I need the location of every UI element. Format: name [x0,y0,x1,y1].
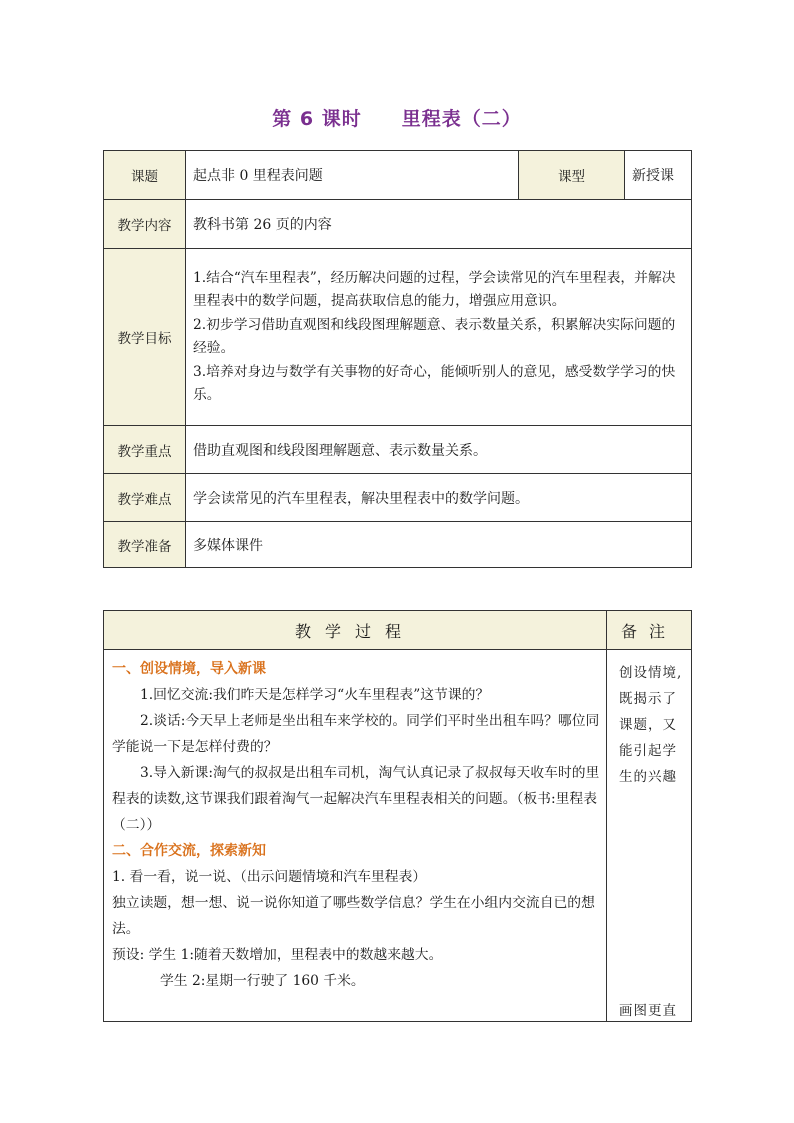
process-content [104,650,607,1022]
objective-item: 2.初步学习借助直观图和线段图理解题意、表示数量关系，积累解决实际问题的经验。 [193,316,676,356]
topic-value: 起点非 0 里程表问题 [186,151,519,200]
process-header: 教学过程 [104,611,607,650]
process-body-row [104,650,692,1022]
objective-item: 3.培养对身边与数学有关事物的好奇心，能倾听别人的意见，感受数学学习的快乐。 [193,363,676,403]
preparation-value: 多媒体课件 [186,522,692,568]
note-line: 能引起学 [619,743,677,759]
objectives-list [186,249,692,426]
paragraph: 预设: 学生 1:随着天数增加，里程表中的数越来越大。 [112,947,443,963]
note-bottom-line: 画图更直 [619,1003,677,1019]
lesson-info-table [103,150,692,568]
row-content [104,200,692,249]
teaching-process-table [103,610,692,1022]
key-point-value: 借助直观图和线段图理解题意、表示数量关系。 [186,426,692,474]
note-line: 生的兴趣 [619,769,677,785]
paragraph: 1.回忆交流:我们昨天是怎样学习“火车里程表”这节课的？ [140,687,490,703]
section-title: 二、合作交流，探索新知 [112,843,266,859]
notes-column [607,650,692,1022]
paragraph: 1. 看一看，说一说、（出示问题情境和汽车里程表） [112,869,427,885]
row-key-point [104,426,692,474]
paragraph: 学生 2:星期一行驶了 160 千米。 [160,973,365,989]
key-point-label: 教学重点 [104,426,186,474]
note-line: 创设情境, [619,665,683,681]
note-line: 既揭示了 [619,691,677,707]
page-title [0,104,794,131]
paragraph: 独立读题，想一想、说一说你知道了哪些数学信息？学生在小组内交流自已的想法。 [112,895,595,937]
paragraph: 2.谈话:今天早上老师是坐出租车来学校的。同学们平时坐出租车吗？哪位同学能说一下是怎样付费的？ [112,713,600,755]
content-label: 教学内容 [104,200,186,249]
paragraph: 3.导入新课:淘气的叔叔是出租车司机，淘气认真记录了叔叔每天收车时的里程表的读数,这节课我们跟着淘气一起解决汽车里程表相关的问题。（板书:里程表（二）） [112,765,600,833]
topic-label: 课题 [104,151,186,200]
content-value: 教科书第 26 页的内容 [186,200,692,249]
difficulty-value: 学会读常见的汽车里程表，解决里程表中的数学问题。 [186,474,692,522]
type-value: 新授课 [625,151,692,200]
preparation-label: 教学准备 [104,522,186,568]
row-objectives [104,249,692,426]
row-difficulty [104,474,692,522]
notes-header: 备注 [607,611,692,650]
note-text [607,650,691,790]
objectives-label: 教学目标 [104,249,186,426]
lesson-title: 里程表（二） [401,108,522,130]
process-header-row [104,611,692,650]
section-title: 一、创设情境，导入新课 [112,661,266,677]
objective-item: 1.结合“汽车里程表”，经历解决问题的过程，学会读常见的汽车里程表，并解决里程表中的数学问题，提高获取信息的能力，增强应用意识。 [193,269,676,309]
row-preparation [104,522,692,568]
type-label: 课型 [519,151,625,200]
lesson-number: 第 6 课时 [272,108,362,130]
note-line: 课题，又 [619,717,677,733]
difficulty-label: 教学难点 [104,474,186,522]
row-topic [104,151,692,200]
